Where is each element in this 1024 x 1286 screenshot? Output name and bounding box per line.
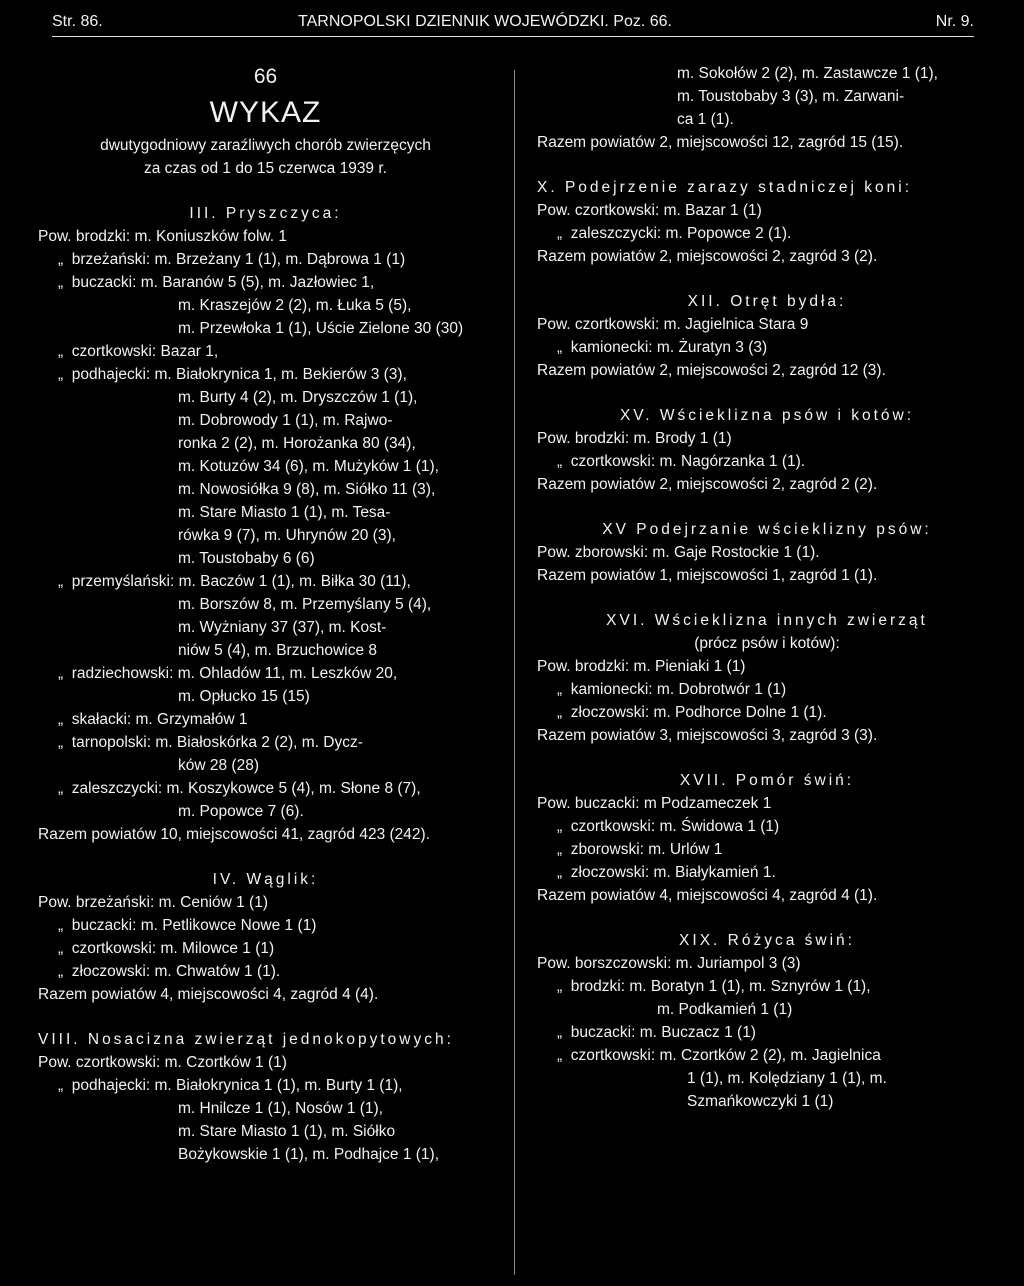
list-item: Pow. brodzki: m. Brody 1 (1) — [537, 430, 732, 447]
section-total: Razem powiatów 2, miejscowości 12, zagród 15 (15). — [537, 134, 904, 151]
section-title-wscieklizna-innych: XVI. Wścieklizna innych zwierząt — [606, 612, 928, 629]
list-item: „ buczacki: m. Buczacz 1 (1) — [557, 1024, 756, 1041]
section-total: Razem powiatów 1, miejscowości 1, zagród 1 (1). — [537, 567, 878, 584]
list-item: m. Kotuzów 34 (6), m. Mużyków 1 (1), — [178, 458, 439, 475]
section-title-zaraza-stadnicza: X. Podejrzenie zarazy stadniczej koni: — [537, 179, 913, 196]
list-item: m. Stare Miasto 1 (1), m. Tesa- — [178, 504, 391, 521]
section-title-nosacizna: VIII. Nosacizna zwierząt jednokopytowych: — [38, 1031, 454, 1048]
list-item: 1 (1), m. Kolędziany 1 (1), m. — [687, 1070, 887, 1087]
list-item: „ zaleszczycki: m. Popowce 2 (1). — [557, 225, 792, 242]
list-item: „ skałacki: m. Grzymałów 1 — [58, 711, 248, 728]
section-title-otret: XII. Otręt bydła: — [687, 293, 847, 310]
section-total: Razem powiatów 2, miejscowości 2, zagród 12 (3). — [537, 362, 886, 379]
list-item: Bożykowskie 1 (1), m. Podhajce 1 (1), — [178, 1146, 440, 1163]
list-item: m. Toustobaby 3 (3), m. Zarwani- — [677, 88, 905, 105]
list-item: Szmańkowczyki 1 (1) — [687, 1093, 834, 1110]
section-total: Razem powiatów 3, miejscowości 3, zagród 3 (3). — [537, 727, 878, 744]
list-item: ków 28 (28) — [178, 757, 259, 774]
list-item: Pow. brzeżański: m. Ceniów 1 (1) — [38, 894, 269, 911]
right-column — [537, 62, 997, 1113]
list-item: m. Nowosiółka 9 (8), m. Siółko 11 (3), — [178, 481, 436, 498]
section-total: Razem powiatów 2, miejscowości 2, zagród 2 (2). — [537, 476, 878, 493]
list-item: Pow. czortkowski: m. Bazar 1 (1) — [537, 202, 762, 219]
list-item: „ tarnopolski: m. Białoskórka 2 (2), m. Dycz- — [58, 734, 363, 751]
issue-number: Nr. 9. — [935, 13, 974, 30]
section-title-rozyca-swin: XIX. Różyca świń: — [679, 932, 855, 949]
list-item: m. Borszów 8, m. Przemyślany 5 (4), — [178, 596, 432, 613]
list-item: m. Toustobaby 6 (6) — [178, 550, 315, 567]
item-number: 66 — [253, 65, 278, 88]
left-column — [38, 62, 493, 1166]
list-item: „ złoczowski: m. Chwatów 1 (1). — [58, 963, 281, 980]
list-item: m. Przewłoka 1 (1), Uście Zielone 30 (30) — [178, 320, 464, 337]
list-item: m. Sokołów 2 (2), m. Zastawcze 1 (1), — [677, 65, 938, 82]
list-item: m. Kraszejów 2 (2), m. Łuka 5 (5), — [178, 297, 412, 314]
section-total: Razem powiatów 2, miejscowości 2, zagród 3 (2). — [537, 248, 878, 265]
list-item: „ przemyślański: m. Baczów 1 (1), m. Biłka 30 (11), — [58, 573, 411, 590]
list-item: m. Podkamień 1 (1) — [657, 1001, 793, 1018]
page-header — [52, 8, 974, 37]
list-item: Pow. czortkowski: m. Czortków 1 (1) — [38, 1054, 287, 1071]
section-total: Razem powiatów 10, miejscowości 41, zagród 423 (242). — [38, 826, 430, 843]
list-item: „ złoczowski: m. Podhorce Dolne 1 (1). — [557, 704, 827, 721]
section-title-waglik: IV. Wąglik: — [212, 871, 319, 888]
list-item: ca 1 (1). — [677, 111, 734, 128]
list-item: „ buczacki: m. Baranów 5 (5), m. Jazłowiec 1, — [58, 274, 375, 291]
document-subtitle-2: za czas od 1 do 15 czerwca 1939 r. — [144, 160, 387, 177]
list-item: Pow. brodzki: m. Koniuszków folw. 1 — [38, 228, 287, 245]
section-title-pryszczyca: III. Pryszczyca: — [189, 205, 342, 222]
section-title-pomor-swin: XVII. Pomór świń: — [679, 772, 855, 789]
list-item: m. Hnilcze 1 (1), Nosów 1 (1), — [178, 1100, 383, 1117]
list-item: „ kamionecki: m. Żuratyn 3 (3) — [557, 339, 768, 356]
list-item: „ buczacki: m. Petlikowce Nowe 1 (1) — [58, 917, 317, 934]
list-item: „ brodzki: m. Boratyn 1 (1), m. Sznyrów 1 (1), — [557, 978, 871, 995]
list-item: „ czortkowski: m. Czortków 2 (2), m. Jagielnica — [557, 1047, 881, 1064]
list-item: Pow. czortkowski: m. Jagielnica Stara 9 — [537, 316, 809, 333]
column-divider — [514, 70, 515, 1275]
list-item: m. Popowce 7 (6). — [178, 803, 304, 820]
list-item: m. Wyżniany 37 (37), m. Kost- — [178, 619, 387, 636]
section-total: Razem powiatów 4, miejscowości 4, zagród 4 (1). — [537, 887, 878, 904]
page-number: Str. 86. — [52, 13, 103, 30]
list-item: ronka 2 (2), m. Horożanka 80 (34), — [178, 435, 416, 452]
list-item: Pow. zborowski: m. Gaje Rostockie 1 (1). — [537, 544, 820, 561]
list-item: „ radziechowski: m. Ohladów 11, m. Leszków 20, — [58, 665, 398, 682]
list-item: „ czortkowski: m. Nagórzanka 1 (1). — [557, 453, 806, 470]
list-item: „ brzeżański: m. Brzeżany 1 (1), m. Dąbrowa 1 (1) — [58, 251, 406, 268]
list-item: „ podhajecki: m. Białokrynica 1, m. Bekierów 3 (3), — [58, 366, 407, 383]
list-item: m. Burty 4 (2), m. Dryszczów 1 (1), — [178, 389, 418, 406]
list-item: m. Stare Miasto 1 (1), m. Siółko — [178, 1123, 396, 1140]
list-item: „ zaleszczycki: m. Koszykowce 5 (4), m. Słone 8 (7), — [58, 780, 421, 797]
list-item: m. Opłucko 15 (15) — [178, 688, 310, 705]
section-body-pryszczyca — [38, 225, 493, 823]
list-item: „ czortkowski: m. Świdowa 1 (1) — [557, 818, 780, 835]
list-item: Pow. brodzki: m. Pieniaki 1 (1) — [537, 658, 746, 675]
list-item: Pow. buczacki: m Podzameczek 1 — [537, 795, 772, 812]
document-heading: WYKAZ — [209, 96, 322, 129]
list-item: niów 5 (4), m. Brzuchowice 8 — [178, 642, 377, 659]
list-item: m. Dobrowody 1 (1), m. Rajwo- — [178, 412, 393, 429]
section-total: Razem powiatów 4, miejscowości 4, zagród 4 (4). — [38, 986, 379, 1003]
list-item: rówka 9 (7), m. Uhrynów 20 (3), — [178, 527, 396, 544]
section-subtitle: (prócz psów i kotów): — [694, 635, 840, 652]
list-item: „ czortkowski: m. Milowce 1 (1) — [58, 940, 275, 957]
list-item: „ zborowski: m. Urlów 1 — [557, 841, 723, 858]
list-item: „ kamionecki: m. Dobrotwór 1 (1) — [557, 681, 787, 698]
section-title-wscieklizna-psow: XV. Wścieklizna psów i kotów: — [619, 407, 915, 424]
list-item: „ złoczowski: m. Białykamień 1. — [557, 864, 776, 881]
journal-title: TARNOPOLSKI DZIENNIK WOJEWÓDZKI. Poz. 66. — [298, 13, 672, 30]
list-item: Pow. borszczowski: m. Juriampol 3 (3) — [537, 955, 801, 972]
list-item: „ podhajecki: m. Białokrynica 1 (1), m. Burty 1 (1), — [58, 1077, 403, 1094]
list-item: „ czortkowski: Bazar 1, — [58, 343, 219, 360]
document-subtitle-1: dwutygodniowy zaraźliwych chorób zwierzęcych — [100, 137, 431, 154]
section-title-podejrzenie-wscieklizny: XV Podejrzanie wścieklizny psów: — [602, 521, 932, 538]
